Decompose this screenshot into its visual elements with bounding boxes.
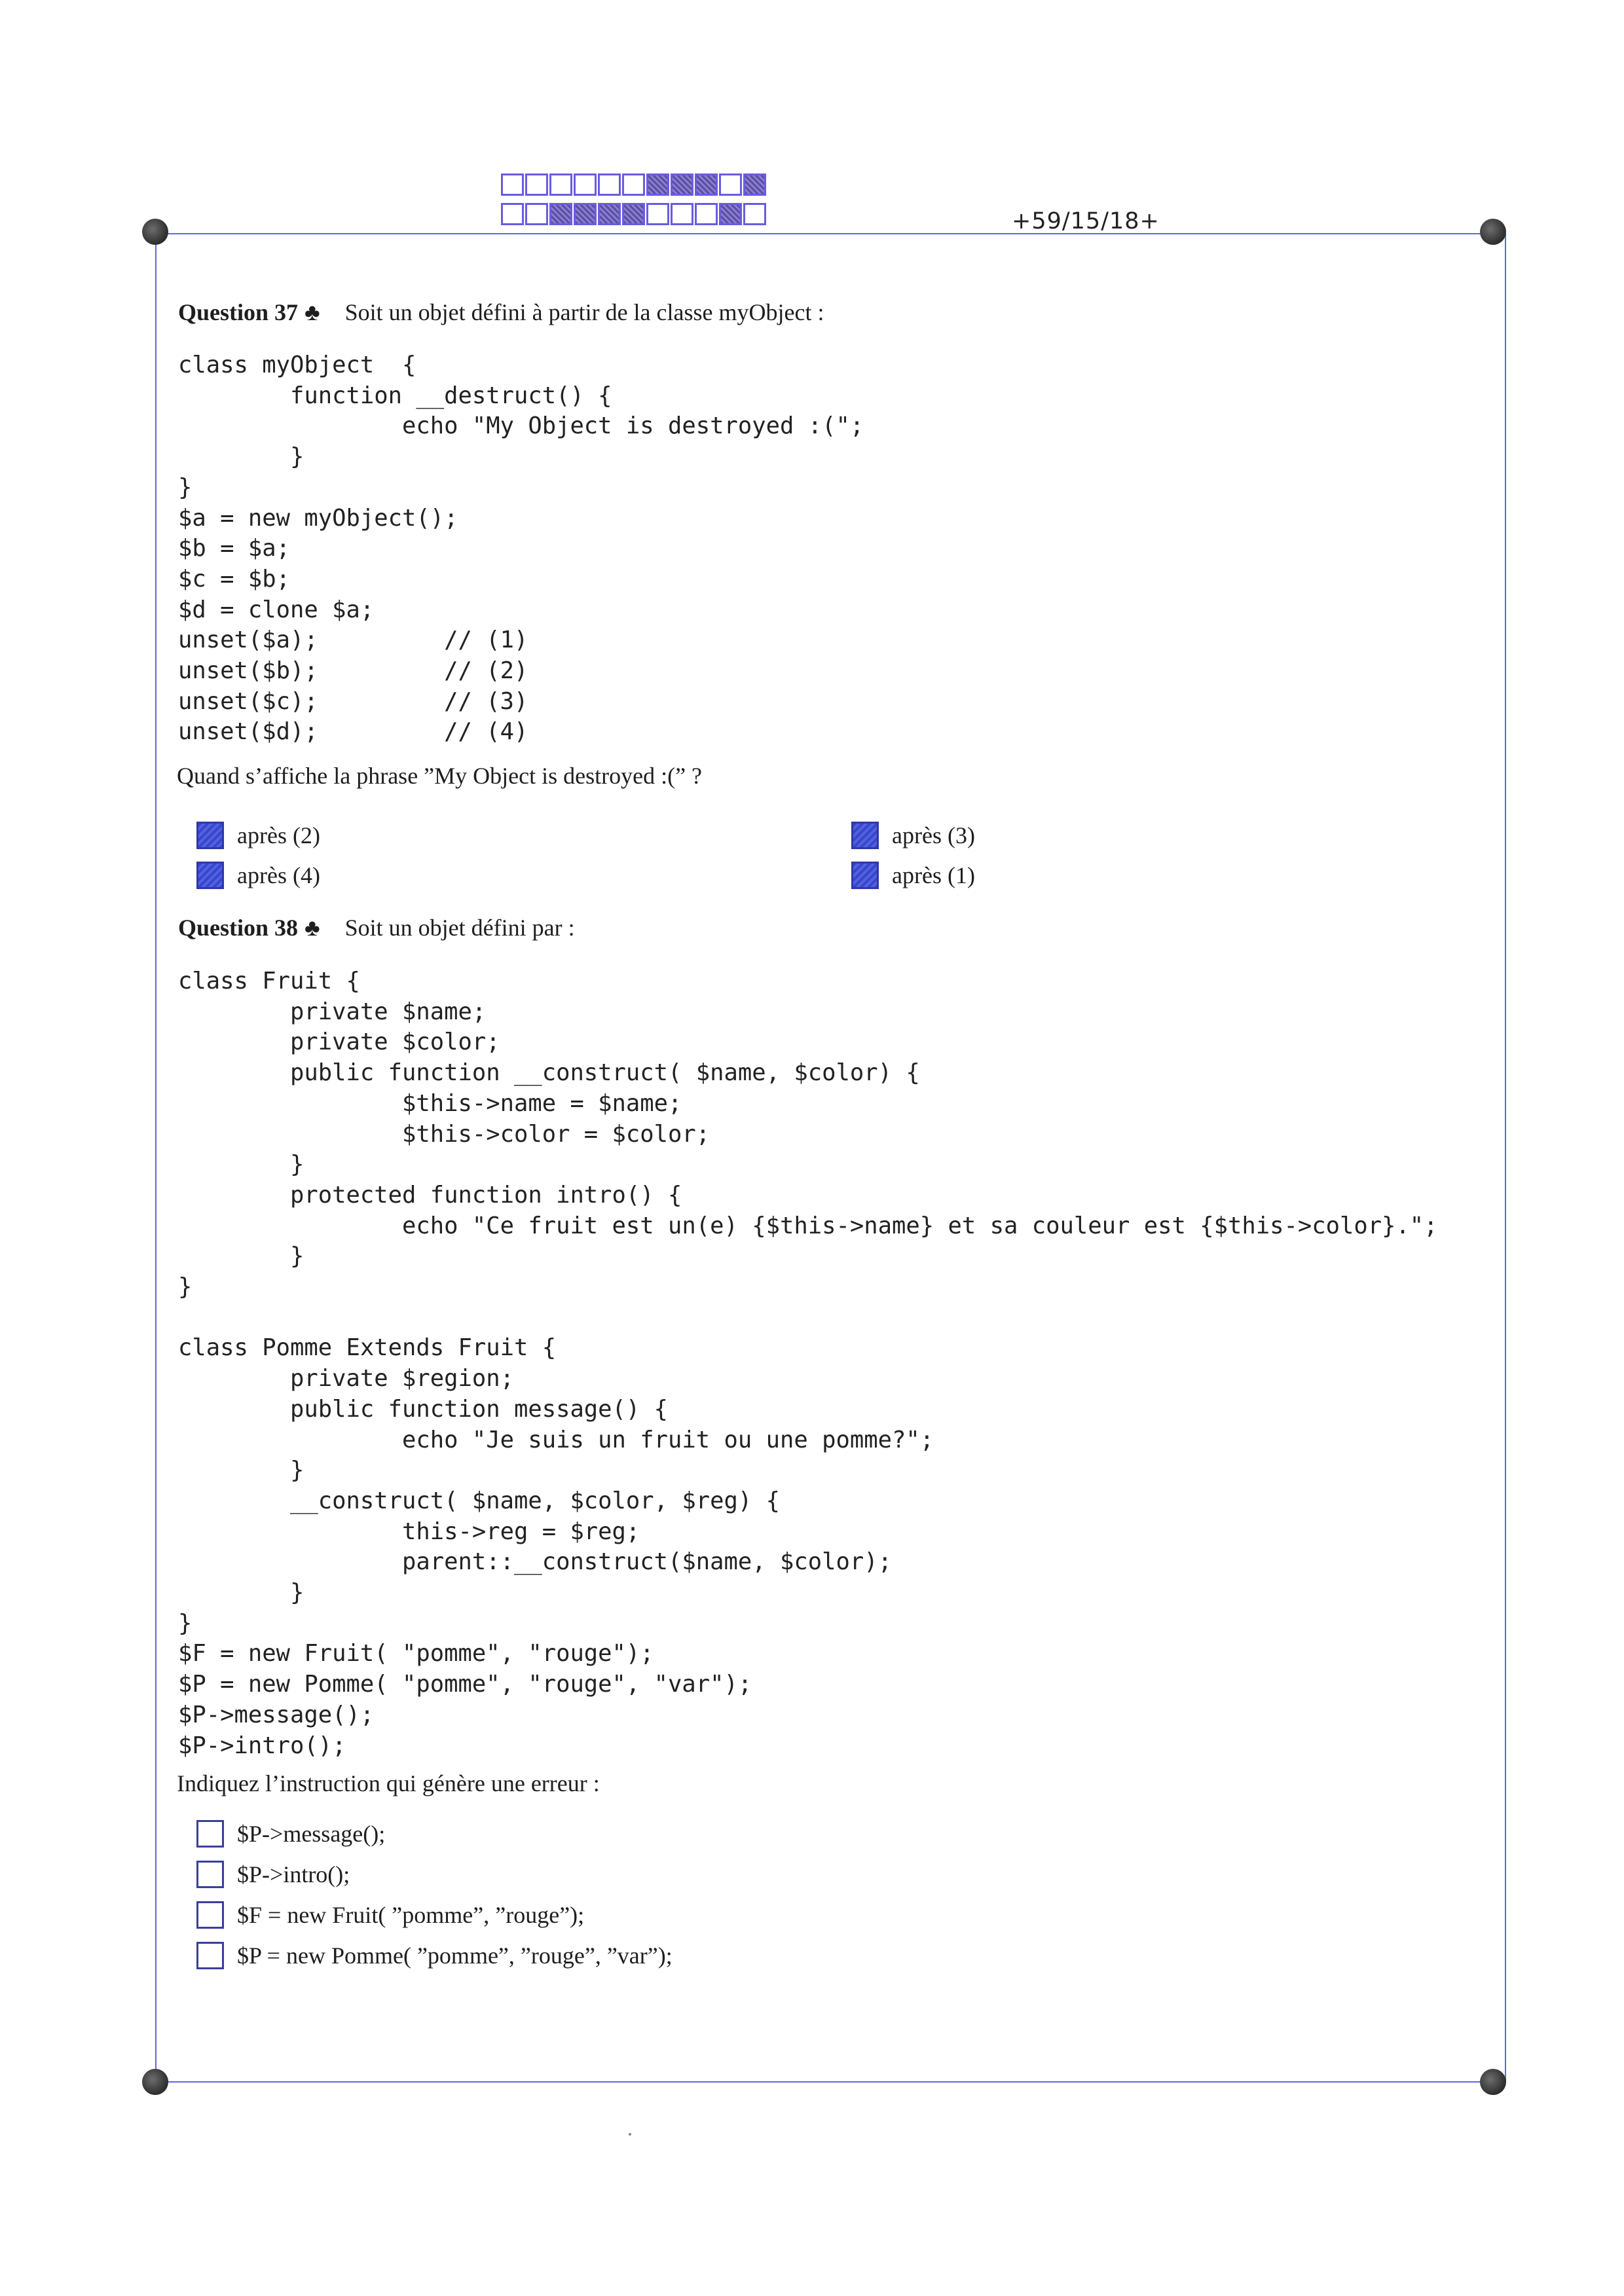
question-37-prompt: Quand s’affiche la phrase ”My Object is destroyed :(” ?: [177, 763, 703, 789]
page-id: +59/15/18+: [1012, 208, 1160, 234]
corner-mark-top-left: [142, 219, 168, 245]
corner-mark-top-right: [1480, 219, 1506, 245]
answer-label: après (3): [892, 822, 975, 848]
answer-label: après (2): [237, 822, 320, 848]
barcode-cell: [598, 203, 621, 225]
question-38-heading: [178, 914, 575, 941]
checkbox[interactable]: [196, 1942, 224, 1969]
answer-label: $F = new Fruit( ”pomme”, ”rouge”);: [237, 1902, 585, 1928]
question-label: Question 37: [178, 299, 299, 325]
barcode-cell: [525, 203, 548, 225]
q37-answer-3[interactable]: [196, 862, 320, 889]
barcode-cell: [549, 173, 572, 196]
barcode-cell: [525, 173, 548, 196]
q38-answer-1[interactable]: [196, 1820, 385, 1848]
answer-label: $P->intro();: [237, 1861, 350, 1887]
corner-mark-bottom-left: [142, 2069, 168, 2095]
answer-label: $P->message();: [237, 1821, 386, 1847]
barcode-cell: [646, 173, 669, 196]
question-statement: Soit un objet défini à partir de la classe myObject :: [344, 299, 824, 325]
q38-answer-3[interactable]: [196, 1901, 584, 1929]
checkbox[interactable]: [196, 1901, 224, 1929]
barcode-cell: [574, 203, 597, 225]
barcode-cell: [501, 203, 524, 225]
question-label: Question 38: [178, 915, 299, 941]
club-icon: ♣: [304, 299, 320, 325]
barcode-cell: [549, 203, 572, 225]
barcode-bottom: [501, 203, 767, 225]
barcode-cell: [719, 203, 742, 225]
scan-speck: [629, 2133, 631, 2136]
q38-answer-2[interactable]: [196, 1861, 350, 1888]
q38-answer-4[interactable]: [196, 1942, 673, 1969]
checkbox[interactable]: [196, 1861, 224, 1888]
barcode-cell: [695, 203, 718, 225]
barcode-cell: [574, 173, 597, 196]
corner-mark-bottom-right: [1480, 2069, 1506, 2095]
question-38-prompt: Indiquez l’instruction qui génère une erreur :: [177, 1770, 600, 1796]
question-37-heading: [178, 299, 824, 326]
q37-answer-4[interactable]: [851, 862, 975, 889]
answer-label: après (4): [237, 862, 320, 888]
barcode-cell: [622, 203, 645, 225]
barcode-cell: [719, 173, 742, 196]
question-38-code: class Fruit { private $name; private $color; public function __construct( $name, $color) { $this->name = $name; $this->color = $color; } protected function intro() { echo "Ce fruit est un(e) {$this->name} et sa couleur est {$this->color}."; } } class Pomme Extends Fruit { private $region; public function message() { echo "Je suis un fruit ou une pomme?"; } __construct( $name, $color, $reg) { this->reg = $reg; parent::__construct($name, $color); } } $F = new Fruit( "pomme", "rouge"); $P = new Pomme( "pomme", "rouge", "var"); $P->message(); $P->intro();: [178, 968, 1438, 1759]
barcode-cell: [646, 203, 669, 225]
q37-answer-1[interactable]: [196, 822, 320, 849]
answer-label: $P = new Pomme( ”pomme”, ”rouge”, ”var”);: [237, 1942, 673, 1969]
barcode-cell: [695, 173, 718, 196]
checkbox[interactable]: [196, 1820, 224, 1848]
club-icon: ♣: [304, 915, 320, 941]
barcode-cell: [671, 203, 693, 225]
checkbox[interactable]: [851, 862, 879, 889]
barcode-cell: [743, 173, 766, 196]
checkbox[interactable]: [196, 862, 224, 889]
answer-label: après (1): [892, 862, 975, 888]
barcode-top: [501, 173, 767, 196]
barcode-cell: [598, 173, 621, 196]
barcode-cell: [622, 173, 645, 196]
question-37-code: class myObject { function __destruct() { echo "My Object is destroyed :("; } } $a = new myObject(); $b = $a; $c = $b; $d = clone $a; unset($a); // (1) unset($b); // (2) unset($c); // (3) unset($d); // (4): [178, 352, 864, 746]
barcode-cell: [671, 173, 693, 196]
barcode-cell: [743, 203, 766, 225]
q37-answer-2[interactable]: [851, 822, 975, 849]
checkbox[interactable]: [196, 822, 224, 849]
question-statement: Soit un objet défini par :: [344, 915, 575, 941]
barcode-cell: [501, 173, 524, 196]
checkbox[interactable]: [851, 822, 879, 849]
